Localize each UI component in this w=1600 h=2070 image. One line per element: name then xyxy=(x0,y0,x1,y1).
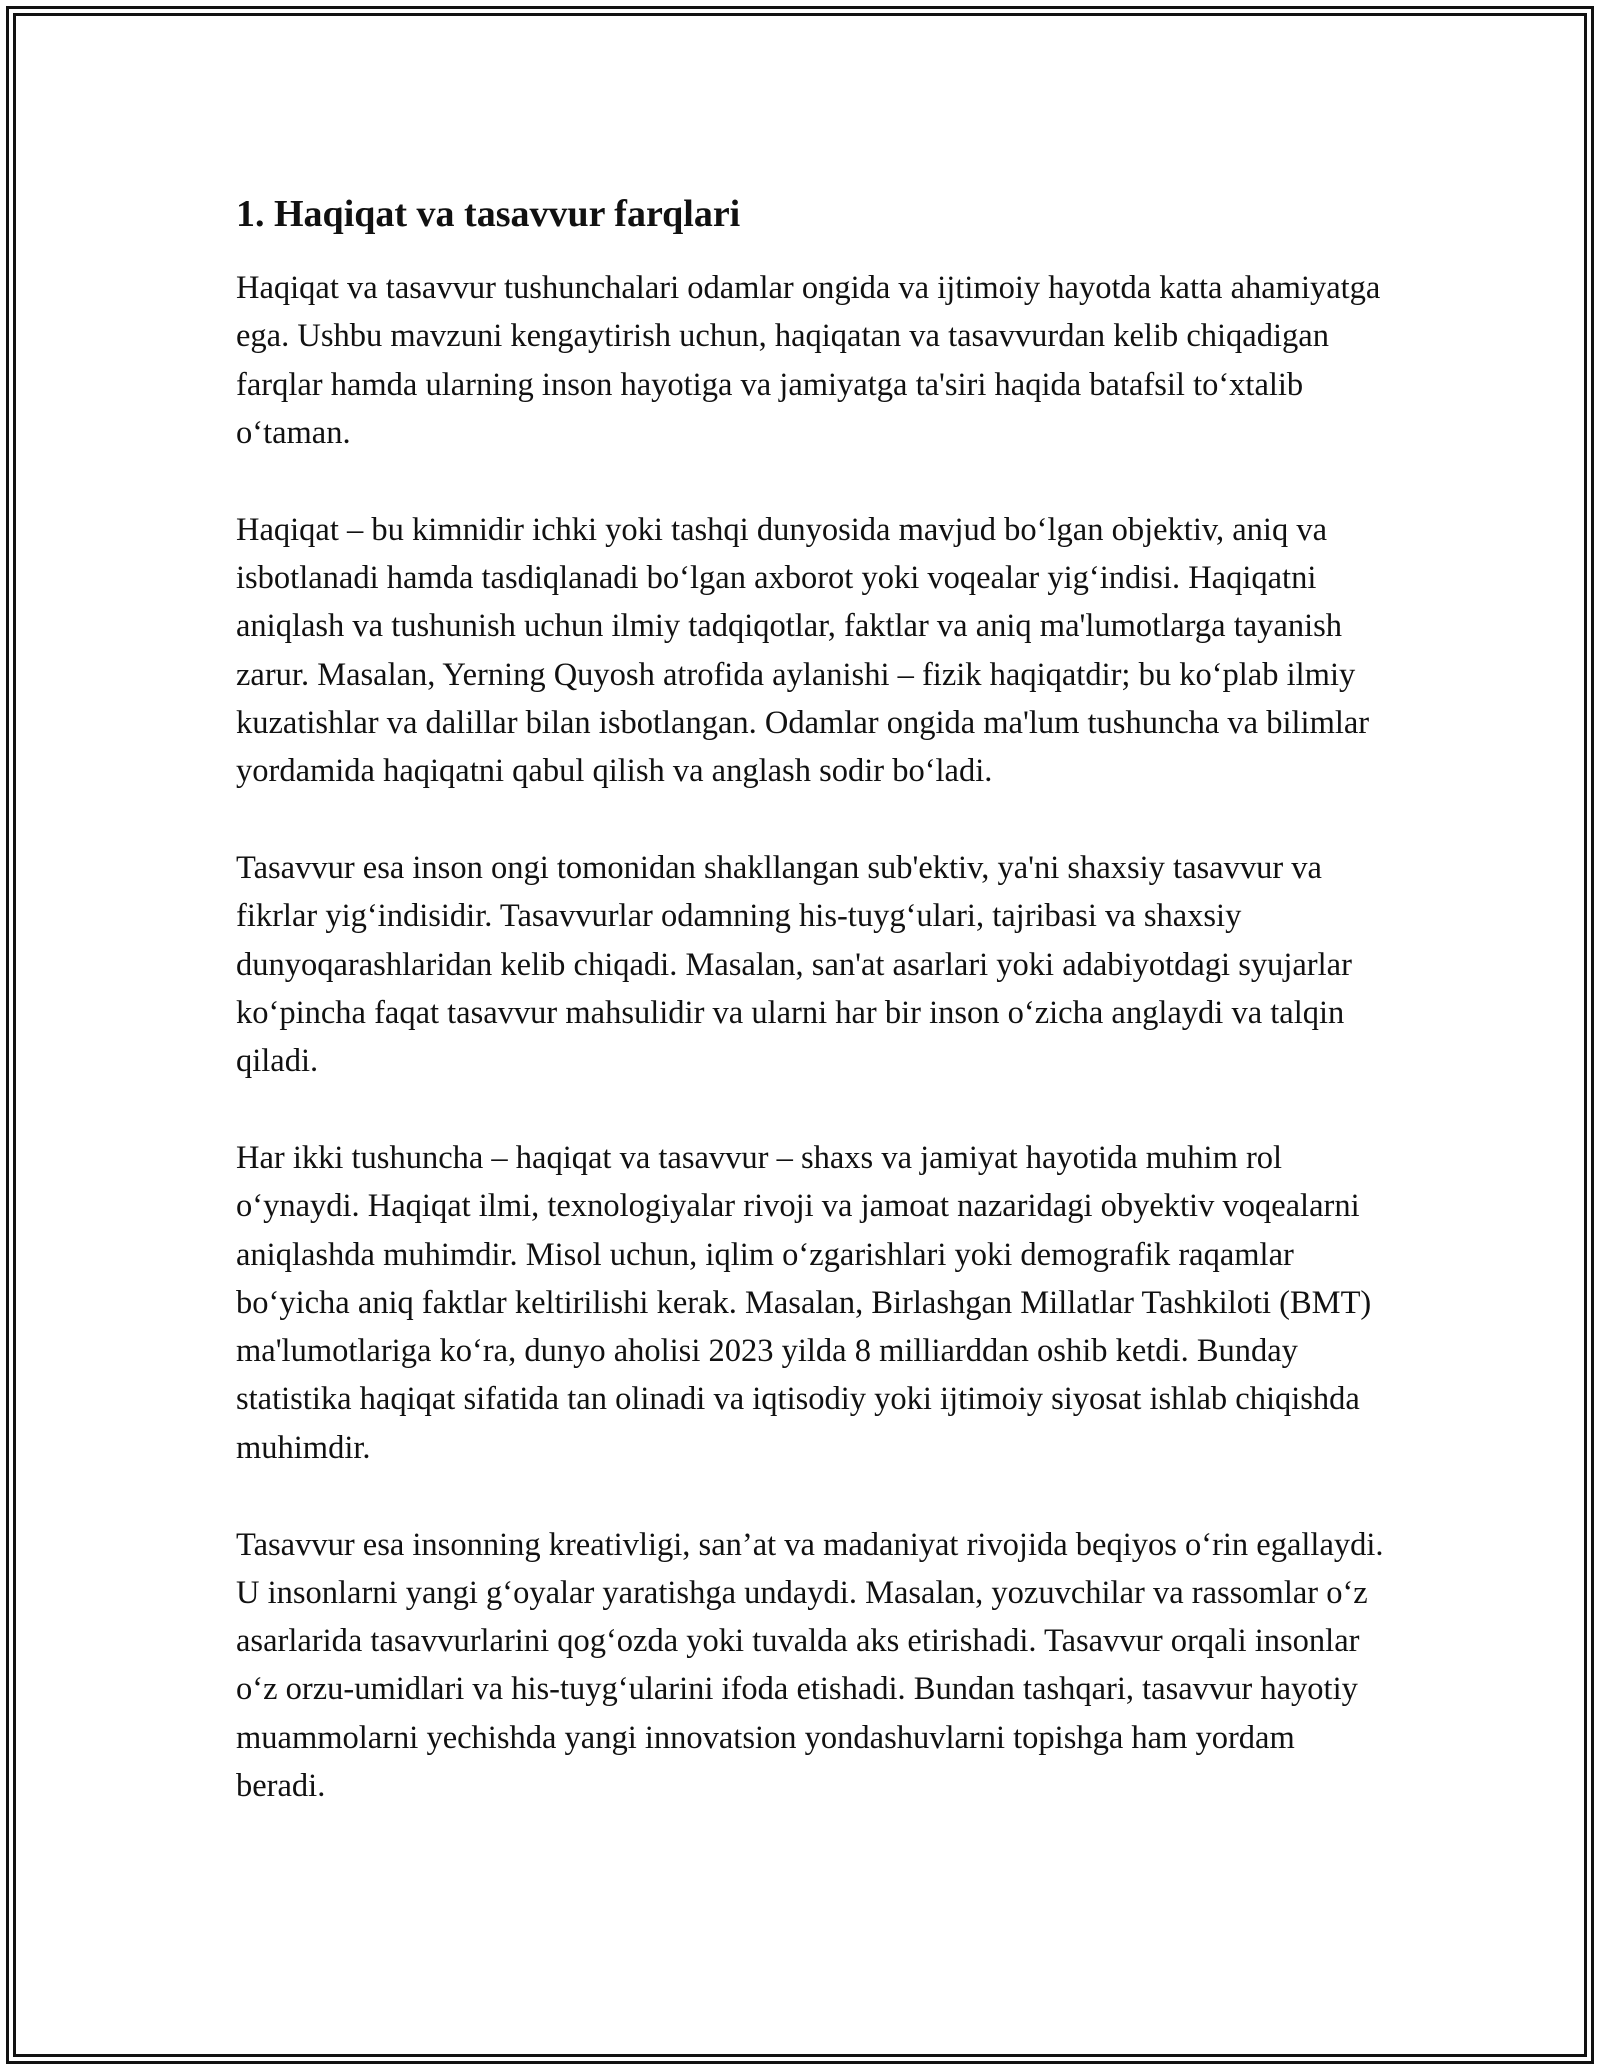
document-body xyxy=(236,186,1386,1810)
paragraph-3: Tasavvur esa inson ongi tomonidan shakllangan sub'ektiv, ya'ni shaxsiy tasavvur va fikrlar yig‘indisidir. Tasavvurlar odamning his-tuyg‘ulari, tajribasi va shaxsiy dunyoqarashlaridan kelib chiqadi. Masalan, san'at asarlari yoki adabiyotdagi syujarlar ko‘pincha faqat tasavvur mahsulidir va ularni har bir inson o‘zicha anglaydi va talqin qiladi. xyxy=(236,849,1352,1080)
paragraph-2: Haqiqat – bu kimnidir ichki yoki tashqi dunyosida mavjud bo‘lgan objektiv, aniq va isbotlanadi hamda tasdiqlanadi bo‘lgan axborot yoki voqealar yig‘indisi. Haqiqatni aniqlash va tushunish uchun ilmiy tadqiqotlar, faktlar va aniq ma'lumotlarga tayanish zarur. Masalan, Yerning Quyosh atrofida aylanishi – fizik haqiqatdir; bu ko‘plab ilmiy kuzatishlar va dalillar bilan isbotlangan. Odamlar ongida ma'lum tushuncha va bilimlar yordamida haqiqatni qabul qilish va anglash sodir bo‘ladi. xyxy=(236,511,1370,790)
paragraph-4: Har ikki tushuncha – haqiqat va tasavvur – shaxs va jamiyat hayotida muhim rol o‘ynaydi. Haqiqat ilmi, texnologiyalar rivoji va jamoat nazaridagi obyektiv voqealarni aniqlashda muhimdir. Misol uchun, iqlim o‘zgarishlari yoki demografik raqamlar bo‘yicha aniq faktlar keltirilishi kerak. Masalan, Birlashgan Millatlar Tashkiloti (BMT) ma'lumotlariga ko‘ra, dunyo aholisi 2023 yilda 8 milliarddan oshib ketdi. Bunday statistika haqiqat sifatida tan olinadi va iqtisodiy yoki ijtimoiy siyosat ishlab chiqishda muhimdir. xyxy=(236,1139,1372,1466)
paragraph-1: Haqiqat va tasavvur tushunchalari odamlar ongida va ijtimoiy hayotda katta ahamiyatga ega. Ushbu mavzuni kengaytirish uchun, haqiqatan va tasavvurdan kelib chiqadigan farqlar hamda ularning inson hayotiga va jamiyatga ta'siri haqida batafsil to‘xtalib o‘taman. xyxy=(236,270,1381,451)
paragraph-5: Tasavvur esa insonning kreativligi, san’at va madaniyat rivojida beqiyos o‘rin egallaydi. U insonlarni yangi g‘oyalar yaratishga undaydi. Masalan, yozuvchilar va rassomlar o‘z asarlarida tasavvurlarini qog‘ozda yoki tuvalda aks etirishadi. Tasavvur orqali insonlar o‘z orzu-umidlari va his-tuyg‘ularini ifoda etishadi. Bundan tashqari, tasavvur hayotiy muammolarni yechishda yangi innovatsion yondashuvlarni topishga ham yordam beradi. xyxy=(236,1526,1384,1805)
section-heading: 1. Haqiqat va tasavvur farqlari xyxy=(236,193,741,235)
